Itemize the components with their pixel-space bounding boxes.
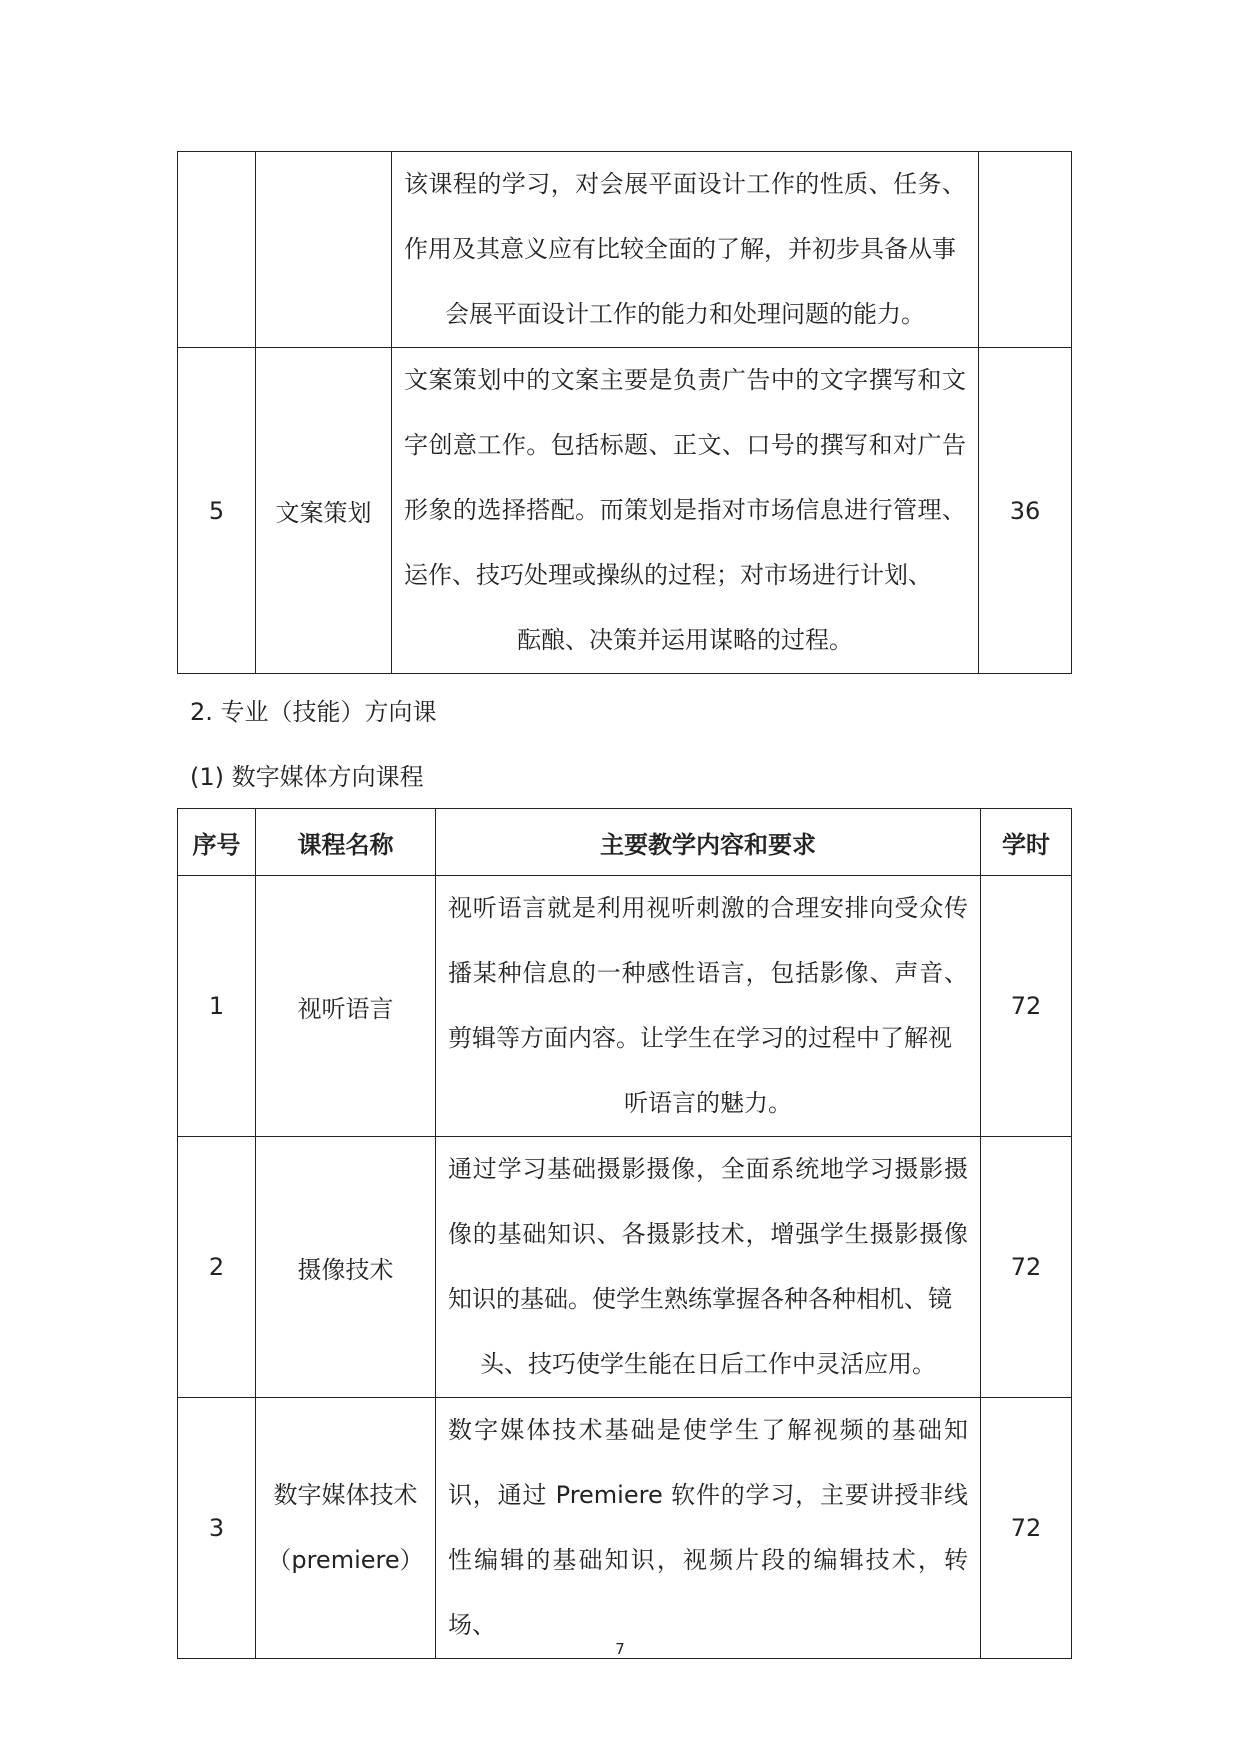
table-row — [178, 1398, 1072, 1659]
row-number: 2 — [178, 1137, 256, 1398]
section-heading: 2. 专业（技能）方向课 — [190, 698, 437, 726]
header-course-name: 课程名称 — [256, 809, 436, 876]
course-name: 摄像技术 — [256, 1137, 436, 1398]
course-description: 该课程的学习，对会展平面设计工作的性质、任务、作用及其意义应有比较全面的了解，并初步具备从事 会展平面设计工作的能力和处理问题的能力。 — [392, 152, 979, 348]
row-number: 1 — [178, 876, 256, 1137]
table-row — [178, 876, 1072, 1137]
page-number: 7 — [615, 1640, 625, 1658]
course-hours: 36 — [979, 348, 1072, 674]
course-hours: 72 — [981, 876, 1072, 1137]
course-description: 视听语言就是利用视听刺激的合理安排向受众传播某种信息的一种感性语言，包括影像、声音、剪辑等方面内容。让学生在学习的过程中了解视 听语言的魅力。 — [436, 876, 981, 1137]
header-hours: 学时 — [981, 809, 1072, 876]
course-name: 数字媒体技术 （premiere） — [256, 1398, 436, 1659]
course-description: 数字媒体技术基础是使学生了解视频的基础知识，通过 Premiere 软件的学习，主要讲授非线性编辑的基础知识，视频片段的编辑技术，转场、 — [436, 1398, 981, 1659]
course-hours: 72 — [981, 1398, 1072, 1659]
table-row — [178, 152, 1072, 348]
row-number: 5 — [178, 348, 256, 674]
row-number: 3 — [178, 1398, 256, 1659]
course-table — [177, 808, 1072, 1659]
course-description: 文案策划中的文案主要是负责广告中的文字撰写和文字创意工作。包括标题、正文、口号的撰写和对广告形象的选择搭配。而策划是指对市场信息进行管理、运作、技巧处理或操纵的过程；对市场进行计划、 酝酿、决策并运用谋略的过程。 — [392, 348, 979, 674]
row-number — [178, 152, 256, 348]
table-row — [178, 348, 1072, 674]
table-row — [178, 1137, 1072, 1398]
table-header-row — [178, 809, 1072, 876]
course-table-continued — [177, 151, 1072, 674]
course-name: 文案策划 — [256, 348, 392, 674]
course-name: 视听语言 — [256, 876, 436, 1137]
course-hours: 72 — [981, 1137, 1072, 1398]
course-description: 通过学习基础摄影摄像，全面系统地学习摄影摄像的基础知识、各摄影技术，增强学生摄影摄像知识的基础。使学生熟练掌握各种各种相机、镜 头、技巧使学生能在日后工作中灵活应用。 — [436, 1137, 981, 1398]
course-name — [256, 152, 392, 348]
header-content: 主要教学内容和要求 — [436, 809, 981, 876]
header-number: 序号 — [178, 809, 256, 876]
course-hours — [979, 152, 1072, 348]
sub-heading: (1) 数字媒体方向课程 — [190, 763, 424, 791]
